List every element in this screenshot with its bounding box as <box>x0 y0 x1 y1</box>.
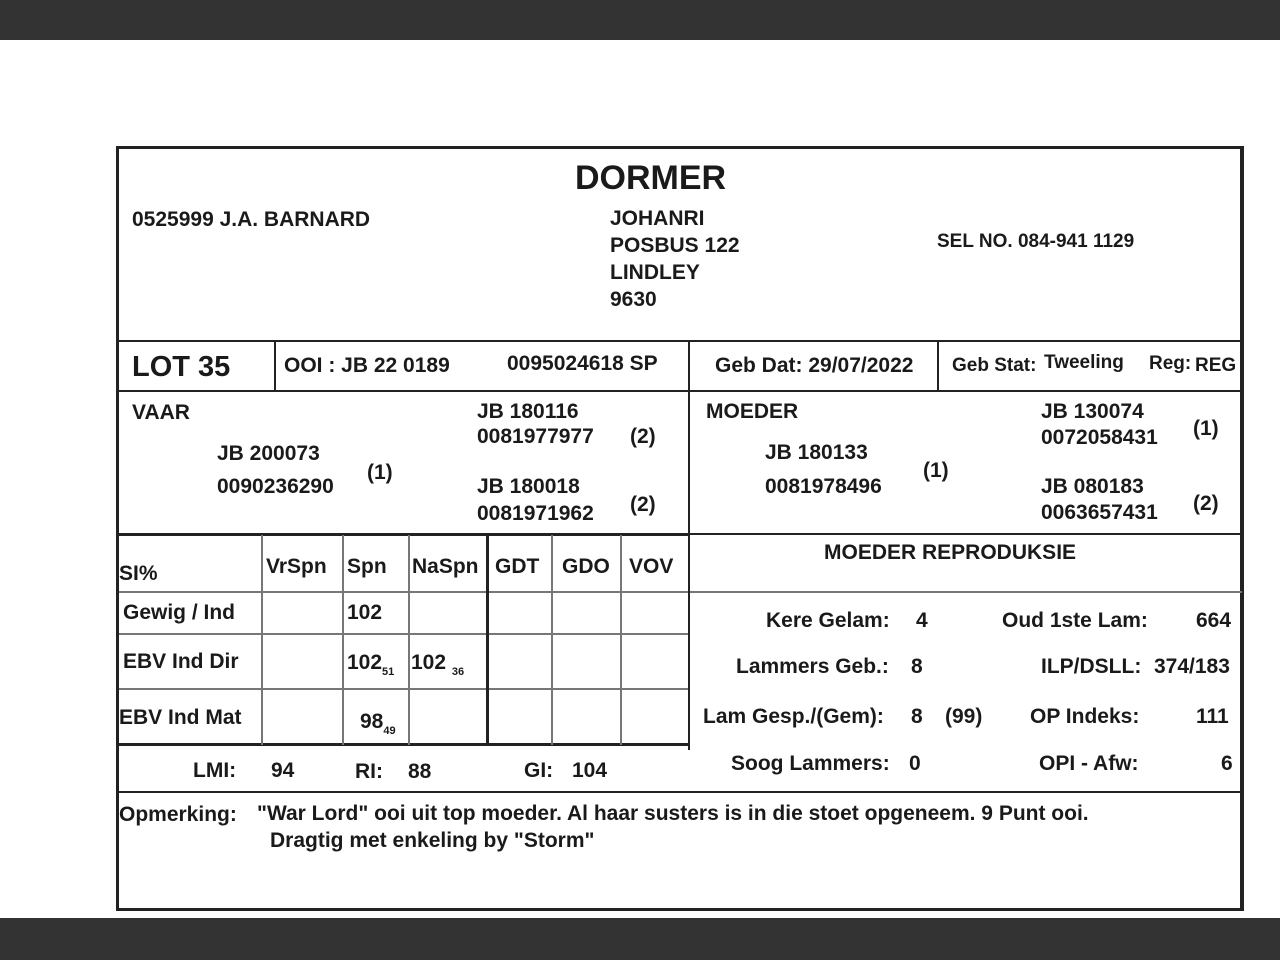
address-line-4: 9630 <box>610 288 657 311</box>
dam-sire-number: 0072058431 <box>1041 426 1158 449</box>
divider-vertical <box>937 340 939 390</box>
dam-sire-id: JB 130074 <box>1041 400 1144 423</box>
sale-lot-card <box>116 146 1244 911</box>
divider-vertical <box>688 340 690 390</box>
address-line-2: POSBUS 122 <box>610 234 740 257</box>
top-dark-bar <box>0 0 1280 40</box>
address-line-1: JOHANRI <box>610 207 705 230</box>
sire-dam-mark: (2) <box>630 493 656 516</box>
bottom-dark-bar <box>0 918 1280 960</box>
divider-vertical <box>551 535 553 745</box>
sire-sire-id: JB 180116 <box>477 400 579 423</box>
breeder-phone: SEL NO. 084-941 1129 <box>937 231 1135 252</box>
oud-1ste-lam-value: 664 <box>1196 609 1232 632</box>
header-vrspn: VrSpn <box>266 555 327 578</box>
birth-status-value: Tweeling <box>1044 352 1124 373</box>
dam-dam-id: JB 080183 <box>1041 475 1144 498</box>
sire-dam-number: 0081971962 <box>477 502 594 525</box>
row-ebv-dir-spn-acc: 51 <box>382 666 395 678</box>
lam-gesp-label: Lam Gesp./(Gem): <box>703 705 884 728</box>
lmi-label: LMI: <box>193 759 237 782</box>
dam-id: JB 180133 <box>765 441 868 464</box>
divider <box>119 688 688 690</box>
soog-lammers-value: 0 <box>909 752 921 775</box>
ilp-dsll-label: ILP/DSLL: <box>1041 655 1142 678</box>
row-ebv-mat-spn-acc: 49 <box>383 725 396 737</box>
row-gewig-spn: 102 <box>347 601 383 624</box>
opi-afw-label: OPI - Afw: <box>1039 752 1139 775</box>
birth-status-label: Geb Stat: <box>952 355 1037 376</box>
row-ebv-dir-naspn-value: 102 <box>411 651 447 674</box>
header-vov: VOV <box>629 555 674 578</box>
divider-vertical <box>486 535 489 745</box>
address-line-3: LINDLEY <box>610 261 700 284</box>
sire-id: JB 200073 <box>217 442 320 465</box>
dam-label: MOEDER <box>706 400 799 423</box>
remark-line-2: Dragtig met enkeling by "Storm" <box>270 829 595 852</box>
sire-label: VAAR <box>132 401 190 424</box>
divider <box>119 533 688 536</box>
birth-date: Geb Dat: 29/07/2022 <box>715 354 914 377</box>
dam-dam-mark: (2) <box>1193 492 1219 515</box>
breed-title: DORMER <box>575 159 727 197</box>
op-indeks-label: OP Indeks: <box>1030 705 1140 728</box>
divider-lot <box>119 390 1241 392</box>
row-ebv-mat-spn <box>360 710 396 737</box>
op-indeks-value: 111 <box>1196 705 1229 728</box>
gi-value: 104 <box>572 759 608 782</box>
ri-label: RI: <box>355 760 383 783</box>
sire-sire-number: 0081977977 <box>477 425 594 448</box>
oud-1ste-lam-label: Oud 1ste Lam: <box>1002 609 1148 632</box>
registration-number: 0095024618 SP <box>507 352 658 375</box>
divider-vertical <box>688 390 690 750</box>
divider-vertical <box>261 535 263 745</box>
row-ebv-dir-spn-value: 102 <box>347 651 383 674</box>
row-ebv-mat-label: EBV Ind Mat <box>119 706 242 729</box>
remark-line-1: "War Lord" ooi uit top moeder. Al haar susters is in die stoet opgeneem. 9 Punt ooi. <box>257 802 1089 825</box>
sire-mark: (1) <box>367 461 393 484</box>
divider-vertical <box>620 535 622 745</box>
opi-afw-value: 6 <box>1221 752 1233 775</box>
row-ebv-mat-spn-value: 98 <box>360 710 384 733</box>
remark-label: Opmerking: <box>119 803 237 826</box>
lmi-value: 94 <box>271 759 295 782</box>
row-gewig-label: Gewig / Ind <box>123 601 236 624</box>
header-spn: Spn <box>347 555 387 578</box>
sire-dam-id: JB 180018 <box>477 475 580 498</box>
lot-number: LOT 35 <box>132 351 231 383</box>
lam-gesp-average: (99) <box>945 705 983 728</box>
lam-gesp-value: 8 <box>911 705 923 728</box>
soog-lammers-label: Soog Lammers: <box>731 752 890 775</box>
ri-value: 88 <box>408 760 432 783</box>
divider <box>119 591 688 593</box>
breeder-id-name: 0525999 J.A. BARNARD <box>132 208 371 231</box>
reg-label: Reg: <box>1149 353 1192 374</box>
reproduction-title: MOEDER REPRODUKSIE <box>824 541 1077 564</box>
ewe-id: OOI : JB 22 0189 <box>284 354 450 377</box>
lammers-geb-label: Lammers Geb.: <box>736 655 889 678</box>
gi-label: GI: <box>524 759 554 782</box>
divider-indexes <box>119 791 1241 793</box>
row-ebv-dir-label: EBV Ind Dir <box>123 650 239 673</box>
sire-sire-mark: (2) <box>630 425 656 448</box>
row-ebv-dir-spn <box>347 651 394 678</box>
dam-mark: (1) <box>923 459 949 482</box>
divider-header <box>119 340 1241 342</box>
divider <box>690 591 1242 593</box>
sire-number: 0090236290 <box>217 475 334 498</box>
reg-value: REG <box>1195 355 1237 376</box>
divider-vertical <box>408 535 410 745</box>
dam-dam-number: 0063657431 <box>1041 501 1158 524</box>
dam-sire-mark: (1) <box>1193 417 1219 440</box>
divider <box>119 633 688 635</box>
header-naspn: NaSpn <box>412 555 479 578</box>
kere-gelam-value: 4 <box>916 609 928 632</box>
row-ebv-dir-naspn-acc: 36 <box>451 666 465 678</box>
divider <box>119 743 688 746</box>
header-gdt: GDT <box>495 555 540 578</box>
header-si: SI% <box>119 562 158 585</box>
header-gdo: GDO <box>562 555 610 578</box>
ilp-dsll-value: 374/183 <box>1154 655 1230 678</box>
kere-gelam-label: Kere Gelam: <box>766 609 890 632</box>
row-ebv-dir-naspn <box>411 651 464 678</box>
divider-vertical <box>274 340 276 390</box>
dam-number: 0081978496 <box>765 475 882 498</box>
lammers-geb-value: 8 <box>911 655 923 678</box>
divider-vertical <box>342 535 344 745</box>
